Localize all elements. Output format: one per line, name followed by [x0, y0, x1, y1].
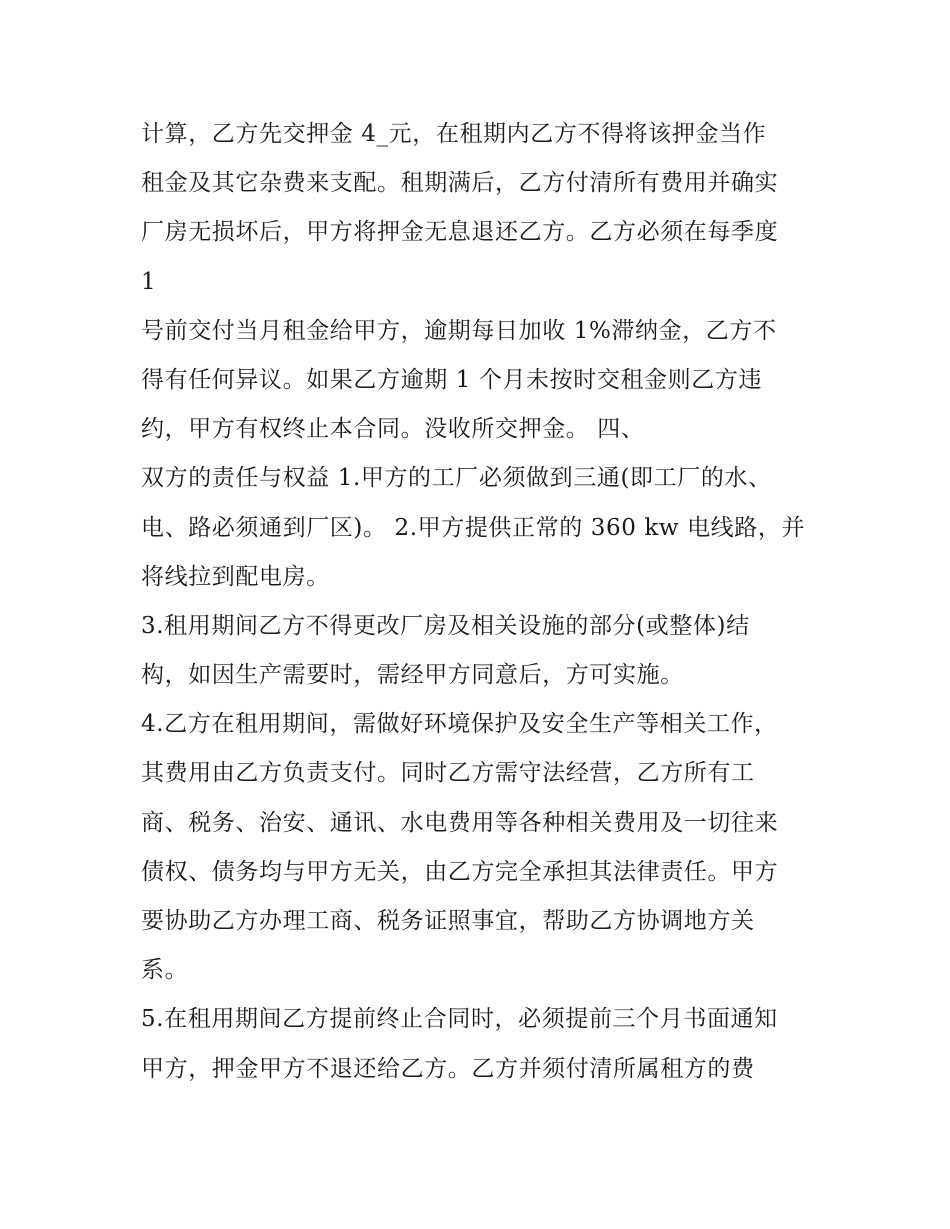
- text-line: 约，甲方有权终止本合同。没收所交押金。 四、: [141, 416, 645, 443]
- text-line: 得有任何异议。如果乙方逾期 1 个月未按时交租金则乙方违: [141, 366, 763, 393]
- text-line: 1: [141, 268, 157, 295]
- text-line: 双方的责任与权益 1.甲方的工厂必须做到三通(即工厂的水、: [141, 465, 772, 492]
- text-line: 商、税务、治安、通讯、水电费用等各种相关费用及一切往来: [141, 809, 779, 836]
- text-line: 其费用由乙方负责支付。同时乙方需守法经营，乙方所有工: [141, 760, 755, 787]
- text-line: 计算，乙方先交押金 4_元，在租期内乙方不得将该押金当作: [141, 121, 767, 147]
- text-line: 构，如因生产需要时，需经甲方同意后，方可实施。: [141, 662, 684, 689]
- text-line: 甲方，押金甲方不退还给乙方。乙方并须付清所属租方的费: [141, 1055, 755, 1082]
- text-line: 将线拉到配电房。: [141, 563, 330, 590]
- text-line: 3.租用期间乙方不得更改厂房及相关设施的部分(或整体)结: [141, 612, 750, 639]
- text-line: 债权、债务均与甲方无关，由乙方完全承担其法律责任。甲方: [141, 858, 779, 885]
- text-line: 要协助乙方办理工商、税务证照事宜，帮助乙方协调地方关: [141, 908, 755, 934]
- text-line: 电、路必须通到厂区)。 2.甲方提供正常的 360 kw 电线路，并: [141, 514, 806, 541]
- text-line: 厂房无损坏后，甲方将押金无息退还乙方。乙方必须在每季度: [141, 219, 779, 246]
- text-line: 号前交付当月租金给甲方，逾期每日加收 1%滞纳金，乙方不: [141, 317, 777, 344]
- text-line: 5.在租用期间乙方提前终止合同时，必须提前三个月书面通知: [141, 1006, 778, 1033]
- text-line: 4.乙方在租用期间，需做好环境保护及安全生产等相关工作，: [141, 711, 778, 738]
- text-line: 系。: [141, 957, 189, 984]
- text-line: 租金及其它杂费来支配。租期满后，乙方付清所有费用并确实: [141, 170, 779, 197]
- contract-body-text: [141, 110, 821, 1094]
